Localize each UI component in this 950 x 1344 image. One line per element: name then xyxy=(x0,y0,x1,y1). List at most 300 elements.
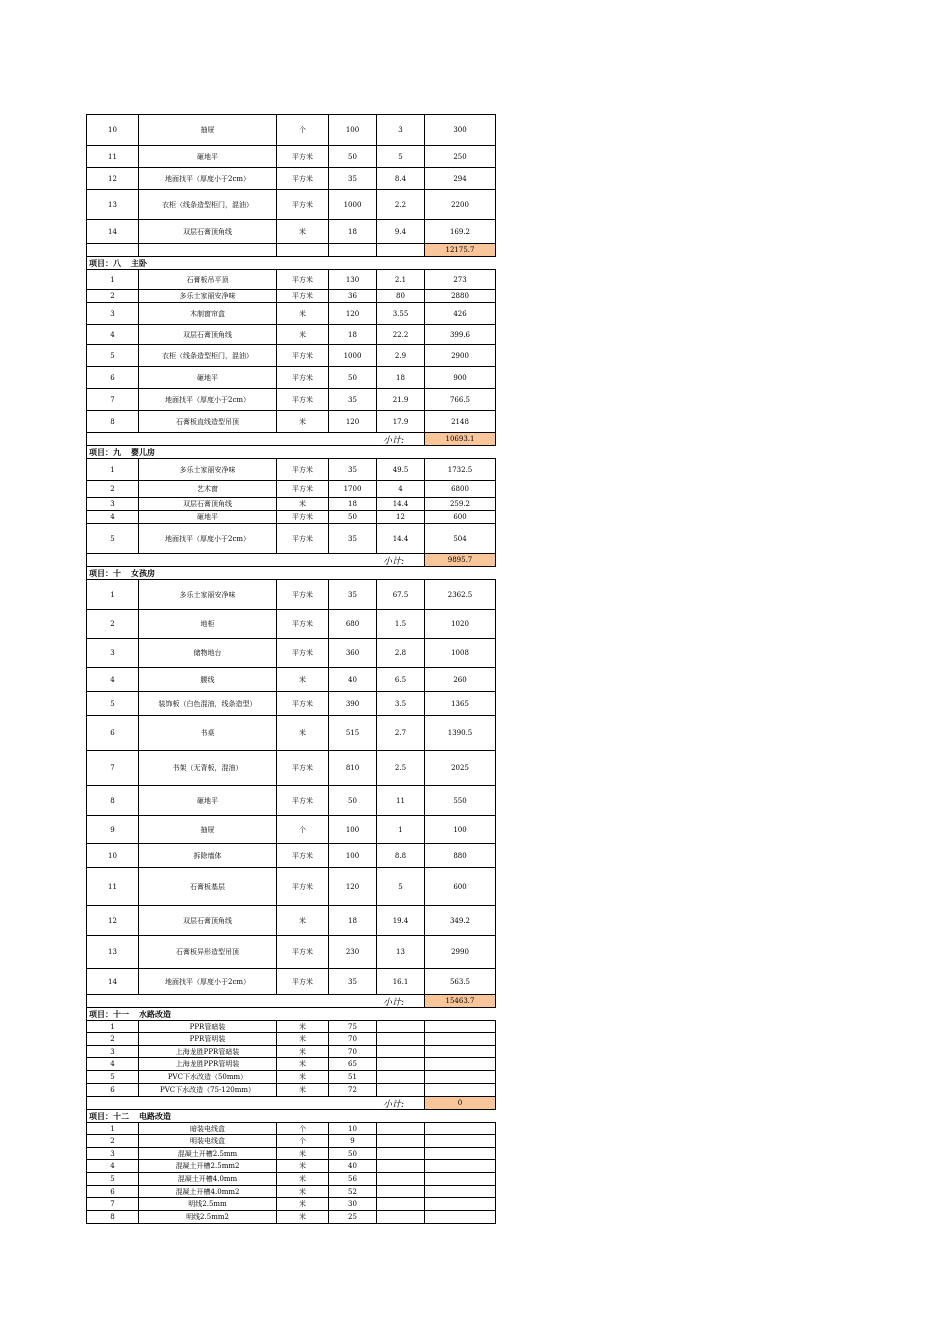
cell-row-number[interactable]: 1 xyxy=(87,459,139,480)
cell-line-total[interactable]: 349.2 xyxy=(449,916,471,925)
cell-unit-price[interactable]: 100 xyxy=(329,844,377,867)
cell-row-number[interactable]: 1 xyxy=(87,580,139,609)
cell-quantity[interactable] xyxy=(377,1198,425,1210)
cell-item-name[interactable]: 多乐士家丽安净味 xyxy=(139,459,277,480)
cell-unit-price[interactable]: 35 xyxy=(329,524,377,553)
cell-item-name[interactable]: 腰线 xyxy=(139,668,277,691)
cell-line-total[interactable] xyxy=(425,1058,495,1070)
subtotal-label: 小计: xyxy=(382,997,404,1008)
cell-row-number[interactable]: 1 xyxy=(87,1021,139,1032)
cell-item-name[interactable]: 明线2.5mm2 xyxy=(139,1211,277,1223)
cell-quantity[interactable]: 49.5 xyxy=(377,459,425,480)
cell-row-number[interactable]: 8 xyxy=(87,411,139,432)
cell-unit-price[interactable]: 515 xyxy=(329,716,377,750)
cell-row-number[interactable]: 13 xyxy=(87,936,139,968)
empty-cell[interactable] xyxy=(377,244,425,256)
cell-row-number[interactable]: 1 xyxy=(87,1123,139,1134)
cell-row-number[interactable]: 2 xyxy=(87,610,139,638)
cell-unit[interactable]: 平方米 xyxy=(277,844,329,867)
cell-item-name[interactable]: 石膏板直线造型吊顶 xyxy=(139,411,277,432)
cell-line-total[interactable] xyxy=(425,1148,495,1159)
cell-item-name[interactable]: 衣柜（线条造型柜门，混油） xyxy=(139,190,277,219)
cell-unit[interactable]: 米 xyxy=(277,1173,329,1185)
cell-item-name[interactable]: 艺术窗 xyxy=(139,481,277,497)
cell-row-number[interactable]: 14 xyxy=(87,969,139,994)
cell-line-total[interactable]: 1020 xyxy=(451,620,469,628)
cell-item-name[interactable]: 书架（无背板，混油） xyxy=(139,751,277,785)
cell-row-number[interactable]: 11 xyxy=(87,146,139,167)
cell-unit[interactable]: 个 xyxy=(277,1123,329,1134)
cell-quantity[interactable] xyxy=(377,1021,425,1032)
cell-row-number[interactable]: 2 xyxy=(87,1033,139,1045)
cell-item-name[interactable]: PPR管明装 xyxy=(139,1033,277,1045)
cell-row-number[interactable]: 10 xyxy=(87,844,139,867)
cell-row-number[interactable]: 13 xyxy=(87,190,139,219)
cell-line-total[interactable]: 300 xyxy=(453,126,467,134)
cell-item-name[interactable]: 抽屉 xyxy=(139,115,277,145)
cell-row-number[interactable]: 14 xyxy=(87,220,139,243)
table-row xyxy=(86,498,496,511)
cell-quantity[interactable]: 4 xyxy=(377,481,425,497)
cell-unit[interactable]: 平方米 xyxy=(277,936,329,968)
cell-quantity[interactable] xyxy=(377,1160,425,1172)
cell-item-name[interactable]: 双层石膏顶角线 xyxy=(139,906,277,935)
cell-item-name[interactable]: 砸地平 xyxy=(139,786,277,815)
cell-item-name[interactable]: 地面找平（厚度小于2cm） xyxy=(139,168,277,189)
cell-line-total[interactable]: 2200 xyxy=(451,200,469,209)
table-row xyxy=(86,610,496,639)
cell-row-number[interactable]: 5 xyxy=(87,345,139,366)
cell-row-number[interactable]: 10 xyxy=(87,115,139,145)
cell-unit[interactable]: 米 xyxy=(277,1058,329,1070)
cell-line-total[interactable] xyxy=(425,1071,495,1083)
cell-item-name[interactable]: 明装电线盒 xyxy=(139,1135,277,1147)
cell-item-name[interactable]: 书桌 xyxy=(139,716,277,750)
cell-row-number[interactable]: 1 xyxy=(87,270,139,289)
cell-quantity[interactable] xyxy=(377,1186,425,1197)
cell-unit-price[interactable]: 18 xyxy=(329,325,377,344)
cell-item-name[interactable]: 混凝土开槽4.0mm2 xyxy=(139,1186,277,1197)
cell-item-name[interactable]: 多乐士家丽安净味 xyxy=(139,290,277,302)
cell-quantity[interactable]: 17.9 xyxy=(377,411,425,432)
cell-unit[interactable]: 平方米 xyxy=(277,345,329,366)
cell-quantity[interactable]: 2.5 xyxy=(377,751,425,785)
cell-row-number[interactable]: 2 xyxy=(87,1135,139,1147)
cell-unit[interactable]: 米 xyxy=(277,1186,329,1197)
cell-item-name[interactable]: 地面找平（厚度小于2cm） xyxy=(139,524,277,553)
cell-row-number[interactable]: 4 xyxy=(87,1058,139,1070)
cell-unit[interactable]: 平方米 xyxy=(277,639,329,667)
cell-unit[interactable]: 平方米 xyxy=(277,190,329,219)
cell-unit[interactable]: 平方米 xyxy=(277,524,329,553)
cell-line-total[interactable] xyxy=(425,1160,495,1172)
cell-line-total[interactable]: 1365 xyxy=(451,699,469,708)
cell-quantity[interactable] xyxy=(377,1148,425,1159)
cell-unit-price[interactable]: 120 xyxy=(329,303,377,324)
cell-row-number[interactable]: 2 xyxy=(87,481,139,497)
cell-item-name[interactable]: 混凝土开槽4.0mm xyxy=(139,1173,277,1185)
cell-unit-price[interactable]: 50 xyxy=(329,146,377,167)
cell-quantity[interactable]: 80 xyxy=(377,290,425,302)
cell-unit-price[interactable]: 50 xyxy=(329,511,377,523)
cell-line-total[interactable]: 399.6 xyxy=(449,330,471,339)
cell-unit-price[interactable]: 36 xyxy=(329,290,377,302)
cell-row-number[interactable]: 3 xyxy=(87,498,139,510)
cell-row-number[interactable]: 3 xyxy=(87,1148,139,1159)
cell-unit-price[interactable]: 100 xyxy=(329,115,377,145)
cell-unit-price[interactable]: 35 xyxy=(329,969,377,994)
cell-quantity[interactable]: 6.5 xyxy=(377,668,425,691)
cell-unit[interactable]: 平方米 xyxy=(277,692,329,715)
empty-cell[interactable] xyxy=(87,244,139,256)
cell-unit-price[interactable]: 680 xyxy=(329,610,377,638)
cell-unit-price[interactable]: 9 xyxy=(329,1135,377,1147)
cell-item-name[interactable]: 地柜 xyxy=(139,610,277,638)
subtotal-label: 小计: xyxy=(382,556,404,567)
cell-line-total[interactable]: 1732.5 xyxy=(447,465,473,474)
cell-unit[interactable]: 米 xyxy=(277,1084,329,1096)
cell-quantity[interactable] xyxy=(377,1123,425,1134)
cell-unit-price[interactable]: 360 xyxy=(329,639,377,667)
cell-quantity[interactable]: 5 xyxy=(377,146,425,167)
cell-item-name[interactable]: 多乐士家丽安净味 xyxy=(139,580,277,609)
cell-line-total[interactable]: 250 xyxy=(453,152,467,161)
cell-unit[interactable]: 平方米 xyxy=(277,481,329,497)
cell-unit-price[interactable]: 390 xyxy=(329,692,377,715)
cell-quantity[interactable]: 21.9 xyxy=(377,389,425,410)
cell-unit[interactable]: 平方米 xyxy=(277,751,329,785)
cell-unit-price[interactable]: 70 xyxy=(329,1033,377,1045)
cell-quantity[interactable] xyxy=(377,1033,425,1045)
cell-line-total[interactable]: 900 xyxy=(453,373,467,382)
cell-unit-price[interactable]: 50 xyxy=(329,786,377,815)
cell-unit-price[interactable]: 810 xyxy=(329,751,377,785)
cell-unit[interactable]: 平方米 xyxy=(277,580,329,609)
cell-item-name[interactable]: 地面找平（厚度小于2cm） xyxy=(139,389,277,410)
cell-line-total[interactable]: 880 xyxy=(453,851,467,860)
cell-unit[interactable]: 平方米 xyxy=(277,786,329,815)
table-row xyxy=(86,1058,496,1071)
cell-unit-price[interactable]: 72 xyxy=(329,1084,377,1096)
cell-row-number[interactable]: 6 xyxy=(87,367,139,388)
cell-row-number[interactable]: 7 xyxy=(87,1198,139,1210)
cell-unit[interactable]: 米 xyxy=(277,325,329,344)
cell-row-number[interactable]: 3 xyxy=(87,639,139,667)
cell-unit-price[interactable]: 52 xyxy=(329,1186,377,1197)
cell-line-total[interactable]: 766.5 xyxy=(449,395,471,404)
cell-row-number[interactable]: 4 xyxy=(87,511,139,523)
cell-row-number[interactable]: 5 xyxy=(87,524,139,553)
cell-line-total[interactable]: 504 xyxy=(453,534,467,543)
cell-unit[interactable]: 平方米 xyxy=(277,511,329,523)
cell-row-number[interactable]: 12 xyxy=(87,168,139,189)
cell-item-name[interactable]: PPR管暗装 xyxy=(139,1021,277,1032)
cell-item-name[interactable]: 抽屉 xyxy=(139,816,277,843)
table-row xyxy=(86,969,496,995)
empty-cell[interactable] xyxy=(277,244,329,256)
cell-unit-price[interactable]: 75 xyxy=(329,1021,377,1032)
cell-unit-price[interactable]: 40 xyxy=(329,668,377,691)
subtotal-value[interactable]: 12175.7 xyxy=(425,244,495,256)
cell-line-total[interactable] xyxy=(425,1198,495,1210)
cell-unit-price[interactable]: 35 xyxy=(329,459,377,480)
cell-line-total[interactable]: 1390.5 xyxy=(447,729,473,737)
cell-unit[interactable]: 米 xyxy=(277,716,329,750)
cell-unit-price[interactable]: 30 xyxy=(329,1198,377,1210)
cell-quantity[interactable]: 2.2 xyxy=(377,190,425,219)
cell-item-name[interactable]: 石膏板异形造型吊顶 xyxy=(139,936,277,968)
cell-row-number[interactable]: 2 xyxy=(87,290,139,302)
cell-row-number[interactable]: 4 xyxy=(87,1160,139,1172)
cell-unit-price[interactable]: 1700 xyxy=(329,481,377,497)
cell-line-total[interactable] xyxy=(425,1033,495,1045)
cell-item-name[interactable]: PVC下水改造（75-120mm） xyxy=(139,1084,277,1096)
cell-quantity[interactable]: 13 xyxy=(377,936,425,968)
cell-item-name[interactable]: 混凝土开槽2.5mm2 xyxy=(139,1160,277,1172)
cell-row-number[interactable]: 6 xyxy=(87,716,139,750)
cell-line-total[interactable] xyxy=(425,1135,495,1147)
cell-quantity[interactable]: 2.9 xyxy=(377,345,425,366)
cell-unit-price[interactable]: 25 xyxy=(329,1211,377,1223)
cell-unit-price[interactable]: 1000 xyxy=(329,345,377,366)
cell-item-name[interactable]: 衣柜（线条造型柜门，混油） xyxy=(139,345,277,366)
cell-quantity[interactable]: 14.4 xyxy=(377,524,425,553)
cell-line-total[interactable]: 2362.5 xyxy=(447,590,473,599)
cell-unit-price[interactable]: 70 xyxy=(329,1046,377,1057)
cell-item-name[interactable]: 储物地台 xyxy=(139,639,277,667)
subtotal-value[interactable]: 10693.1 xyxy=(424,433,495,445)
section-name: 水路改造 xyxy=(139,1009,171,1019)
cell-quantity[interactable]: 5 xyxy=(377,868,425,905)
cell-line-total[interactable]: 294 xyxy=(453,174,467,183)
cell-unit[interactable]: 平方米 xyxy=(277,270,329,289)
cell-line-total[interactable]: 6800 xyxy=(451,485,469,493)
cell-quantity[interactable]: 11 xyxy=(377,786,425,815)
table-row xyxy=(86,868,496,906)
cell-unit-price[interactable]: 120 xyxy=(329,868,377,905)
cell-unit-price[interactable]: 230 xyxy=(329,936,377,968)
cell-quantity[interactable]: 22.2 xyxy=(377,325,425,344)
cell-line-total[interactable]: 563.5 xyxy=(449,977,471,986)
cell-unit-price[interactable]: 130 xyxy=(329,270,377,289)
cell-quantity[interactable]: 2.8 xyxy=(377,639,425,667)
cell-line-total[interactable]: 550 xyxy=(453,796,467,805)
cell-unit-price[interactable]: 120 xyxy=(329,411,377,432)
cell-line-total[interactable]: 426 xyxy=(453,309,467,318)
cell-unit[interactable]: 平方米 xyxy=(277,969,329,994)
cell-row-number[interactable]: 5 xyxy=(87,1071,139,1083)
cell-item-name[interactable]: 砸地平 xyxy=(139,367,277,388)
cell-quantity[interactable]: 8.8 xyxy=(377,844,425,867)
cell-unit-price[interactable]: 35 xyxy=(329,580,377,609)
cell-quantity[interactable]: 2.7 xyxy=(377,716,425,750)
cell-row-number[interactable]: 3 xyxy=(87,303,139,324)
cell-item-name[interactable]: 装饰板（白色混油，线条造型） xyxy=(139,692,277,715)
cell-quantity[interactable]: 18 xyxy=(377,367,425,388)
cell-row-number[interactable]: 6 xyxy=(87,1084,139,1096)
cell-row-number[interactable]: 4 xyxy=(87,668,139,691)
table-row xyxy=(86,459,496,481)
cell-quantity[interactable]: 16.1 xyxy=(377,969,425,994)
cell-unit-price[interactable]: 50 xyxy=(329,1148,377,1159)
cell-item-name[interactable]: PVC下水改造（50mm） xyxy=(139,1071,277,1083)
cell-unit-price[interactable]: 100 xyxy=(329,816,377,843)
cell-item-name[interactable]: 拆除墙体 xyxy=(139,844,277,867)
cell-unit-price[interactable]: 18 xyxy=(329,906,377,935)
cell-line-total[interactable]: 100 xyxy=(453,825,467,834)
cell-unit[interactable]: 平方米 xyxy=(277,610,329,638)
cell-row-number[interactable]: 8 xyxy=(87,786,139,815)
cell-unit[interactable]: 米 xyxy=(277,411,329,432)
cell-line-total[interactable]: 260 xyxy=(453,675,467,684)
cell-quantity[interactable] xyxy=(377,1084,425,1096)
cell-row-number[interactable]: 11 xyxy=(87,868,139,905)
section-name: 电路改造 xyxy=(139,1111,171,1121)
cell-line-total[interactable]: 600 xyxy=(453,882,467,891)
cell-unit-price[interactable]: 56 xyxy=(329,1173,377,1185)
cell-item-name[interactable]: 木制窗帘盒 xyxy=(139,303,277,324)
cell-unit[interactable]: 个 xyxy=(277,115,329,145)
cell-item-name[interactable]: 混凝土开槽2.5mm xyxy=(139,1148,277,1159)
cell-quantity[interactable] xyxy=(377,1058,425,1070)
cell-line-total[interactable]: 273 xyxy=(453,275,467,284)
cell-line-total[interactable] xyxy=(425,1173,495,1185)
cell-line-total[interactable] xyxy=(425,1186,495,1197)
cell-unit[interactable]: 平方米 xyxy=(277,290,329,302)
cell-quantity[interactable]: 1.5 xyxy=(377,610,425,638)
cell-row-number[interactable]: 9 xyxy=(87,816,139,843)
cell-unit[interactable]: 米 xyxy=(277,220,329,243)
cell-quantity[interactable]: 3 xyxy=(377,115,425,145)
cell-quantity[interactable]: 3.55 xyxy=(377,303,425,324)
cell-unit[interactable]: 米 xyxy=(277,1071,329,1083)
subtotal-value[interactable]: 15463.7 xyxy=(424,995,495,1007)
cell-row-number[interactable]: 8 xyxy=(87,1211,139,1223)
cell-unit[interactable]: 米 xyxy=(277,1033,329,1045)
cell-line-total[interactable]: 169.2 xyxy=(449,227,471,236)
subtotal-value[interactable]: 0 xyxy=(424,1097,495,1109)
cell-item-name[interactable]: 砸地平 xyxy=(139,146,277,167)
cell-quantity[interactable]: 1 xyxy=(377,816,425,843)
cell-unit-price[interactable]: 35 xyxy=(329,168,377,189)
cell-row-number[interactable]: 12 xyxy=(87,906,139,935)
cell-unit-price[interactable]: 35 xyxy=(329,389,377,410)
table-row xyxy=(86,411,496,433)
cell-quantity[interactable]: 19.4 xyxy=(377,906,425,935)
subtotal-value[interactable]: 9895.7 xyxy=(424,554,495,566)
cell-row-number[interactable]: 3 xyxy=(87,1046,139,1057)
cell-unit[interactable]: 米 xyxy=(277,906,329,935)
cell-unit[interactable]: 米 xyxy=(277,1021,329,1032)
cell-line-total[interactable]: 2900 xyxy=(451,351,469,360)
cell-line-total[interactable]: 1008 xyxy=(451,649,469,657)
cell-unit[interactable]: 个 xyxy=(277,1135,329,1147)
cell-line-total[interactable]: 2880 xyxy=(451,292,469,300)
cell-unit[interactable]: 平方米 xyxy=(277,459,329,480)
cell-unit-price[interactable]: 65 xyxy=(329,1058,377,1070)
cell-quantity[interactable]: 12 xyxy=(377,511,425,523)
section-title: 项目：八 xyxy=(89,258,121,268)
cell-unit[interactable]: 平方米 xyxy=(277,146,329,167)
cell-quantity[interactable]: 14.4 xyxy=(377,498,425,510)
cell-item-name[interactable]: 上海龙胜PPR管暗装 xyxy=(139,1046,277,1057)
cell-item-name[interactable]: 双层石膏顶角线 xyxy=(139,498,277,510)
cell-unit[interactable]: 米 xyxy=(277,1046,329,1057)
cell-row-number[interactable]: 5 xyxy=(87,1173,139,1185)
cell-quantity[interactable]: 67.5 xyxy=(377,580,425,609)
cell-item-name[interactable]: 砸地平 xyxy=(139,511,277,523)
cell-row-number[interactable]: 6 xyxy=(87,1186,139,1197)
cell-item-name[interactable]: 上海龙胜PPR管明装 xyxy=(139,1058,277,1070)
cell-row-number[interactable]: 5 xyxy=(87,692,139,715)
empty-cell[interactable] xyxy=(139,244,277,256)
empty-cell[interactable] xyxy=(329,244,377,256)
cell-unit-price[interactable]: 51 xyxy=(329,1071,377,1083)
cell-item-name[interactable]: 明线2.5mm xyxy=(139,1198,277,1210)
cell-line-total[interactable]: 600 xyxy=(453,513,467,521)
cell-item-name[interactable]: 双层石膏顶角线 xyxy=(139,325,277,344)
cell-quantity[interactable]: 2.1 xyxy=(377,270,425,289)
cell-row-number[interactable]: 7 xyxy=(87,389,139,410)
cell-unit[interactable]: 米 xyxy=(277,498,329,510)
cell-unit[interactable]: 平方米 xyxy=(277,389,329,410)
cell-line-total[interactable]: 2148 xyxy=(451,417,469,426)
table-row xyxy=(86,1046,496,1058)
cell-unit[interactable]: 米 xyxy=(277,1148,329,1159)
cell-quantity[interactable] xyxy=(377,1211,425,1223)
cell-line-total[interactable]: 2990 xyxy=(451,948,469,956)
cell-item-name[interactable]: 石膏板吊平顶 xyxy=(139,270,277,289)
cell-line-total[interactable] xyxy=(425,1046,495,1057)
cell-item-name[interactable]: 石膏板基层 xyxy=(139,868,277,905)
cell-line-total[interactable] xyxy=(425,1084,495,1096)
cell-unit[interactable]: 米 xyxy=(277,668,329,691)
cell-line-total[interactable] xyxy=(425,1123,495,1134)
cell-unit[interactable]: 米 xyxy=(277,1198,329,1210)
cell-unit[interactable]: 平方米 xyxy=(277,168,329,189)
cell-unit-price[interactable]: 18 xyxy=(329,498,377,510)
cell-item-name[interactable]: 双层石膏顶角线 xyxy=(139,220,277,243)
cell-quantity[interactable] xyxy=(377,1071,425,1083)
cell-quantity[interactable]: 9.4 xyxy=(377,220,425,243)
cell-unit[interactable]: 平方米 xyxy=(277,367,329,388)
table-row xyxy=(86,751,496,786)
cell-unit[interactable]: 个 xyxy=(277,816,329,843)
cell-quantity[interactable] xyxy=(377,1046,425,1057)
cell-unit-price[interactable]: 50 xyxy=(329,367,377,388)
cell-line-total[interactable]: 2025 xyxy=(451,764,469,772)
cell-line-total[interactable] xyxy=(425,1211,495,1223)
cell-unit[interactable]: 平方米 xyxy=(277,868,329,905)
cell-unit[interactable]: 米 xyxy=(277,1160,329,1172)
cell-quantity[interactable]: 8.4 xyxy=(377,168,425,189)
cell-quantity[interactable] xyxy=(377,1135,425,1147)
cell-line-total[interactable]: 259.2 xyxy=(449,500,471,508)
cell-item-name[interactable]: 暗装电线盒 xyxy=(139,1123,277,1134)
cell-quantity[interactable] xyxy=(377,1173,425,1185)
cell-unit-price[interactable]: 10 xyxy=(329,1123,377,1134)
cell-unit-price[interactable]: 40 xyxy=(329,1160,377,1172)
cell-row-number[interactable]: 7 xyxy=(87,751,139,785)
cell-unit-price[interactable]: 1000 xyxy=(329,190,377,219)
cell-unit[interactable]: 米 xyxy=(277,1211,329,1223)
cell-item-name[interactable]: 地面找平（厚度小于2cm） xyxy=(139,969,277,994)
cell-row-number[interactable]: 4 xyxy=(87,325,139,344)
cell-line-total[interactable] xyxy=(425,1021,495,1032)
cell-unit-price[interactable]: 18 xyxy=(329,220,377,243)
cell-quantity[interactable]: 3.5 xyxy=(377,692,425,715)
cell-unit[interactable]: 米 xyxy=(277,303,329,324)
